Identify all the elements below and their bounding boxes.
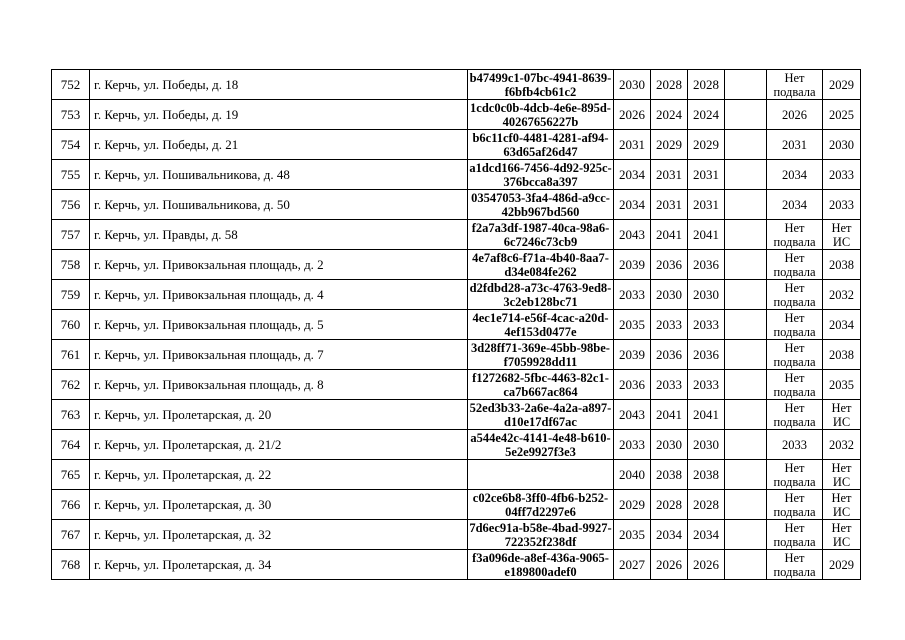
table-row [52, 190, 861, 220]
address-cell: г. Керчь, ул. Победы, д. 21 [90, 130, 468, 160]
year-cell-1: 2031 [614, 130, 651, 160]
guid-cell: d2fdbd28-a73c-4763-9ed8-3c2eb128bc71 [468, 280, 614, 310]
table-row [52, 340, 861, 370]
year-cell-3: 2026 [688, 550, 725, 580]
row-number-cell: 758 [52, 250, 90, 280]
row-number-cell: 761 [52, 340, 90, 370]
year-cell-2: 2033 [651, 370, 688, 400]
year-cell-6: 2033 [823, 190, 861, 220]
guid-cell: b6c11cf0-4481-4281-af94-63d65af26d47 [468, 130, 614, 160]
year-cell-2: 2041 [651, 220, 688, 250]
year-cell-5: 2031 [767, 130, 823, 160]
year-cell-5: Нет подвала [767, 310, 823, 340]
year-cell-5: Нет подвала [767, 490, 823, 520]
year-cell-3: 2041 [688, 400, 725, 430]
year-cell-1: 2039 [614, 340, 651, 370]
year-cell-6: Нет ИС [823, 460, 861, 490]
guid-cell: f2a7a3df-1987-40ca-98a6-6c7246c73cb9 [468, 220, 614, 250]
table-row [52, 460, 861, 490]
row-number-cell: 764 [52, 430, 90, 460]
year-cell-2: 2036 [651, 340, 688, 370]
year-cell-3: 2036 [688, 340, 725, 370]
table-row [52, 490, 861, 520]
year-cell-4 [725, 190, 767, 220]
year-cell-2: 2031 [651, 160, 688, 190]
year-cell-1: 2030 [614, 70, 651, 100]
table-row [52, 430, 861, 460]
year-cell-6: 2030 [823, 130, 861, 160]
year-cell-5: 2034 [767, 160, 823, 190]
year-cell-4 [725, 310, 767, 340]
year-cell-5: 2026 [767, 100, 823, 130]
year-cell-1: 2043 [614, 220, 651, 250]
guid-cell: b47499c1-07bc-4941-8639-f6bfb4cb61c2 [468, 70, 614, 100]
guid-cell: f3a096de-a8ef-436a-9065-e189800adef0 [468, 550, 614, 580]
address-cell: г. Керчь, ул. Пролетарская, д. 34 [90, 550, 468, 580]
year-cell-2: 2029 [651, 130, 688, 160]
guid-cell: 4e7af8c6-f71a-4b40-8aa7-d34e084fe262 [468, 250, 614, 280]
year-cell-3: 2030 [688, 430, 725, 460]
year-cell-5: Нет подвала [767, 460, 823, 490]
guid-cell: 4ec1e714-e56f-4cac-a20d-4ef153d0477e [468, 310, 614, 340]
year-cell-4 [725, 430, 767, 460]
address-cell: г. Керчь, ул. Пошивальникова, д. 48 [90, 160, 468, 190]
year-cell-4 [725, 130, 767, 160]
year-cell-6: 2025 [823, 100, 861, 130]
year-cell-4 [725, 550, 767, 580]
year-cell-6: Нет ИС [823, 400, 861, 430]
year-cell-3: 2028 [688, 70, 725, 100]
year-cell-5: Нет подвала [767, 340, 823, 370]
table-row [52, 250, 861, 280]
year-cell-3: 2036 [688, 250, 725, 280]
row-number-cell: 763 [52, 400, 90, 430]
year-cell-5: Нет подвала [767, 280, 823, 310]
guid-cell [468, 460, 614, 490]
row-number-cell: 756 [52, 190, 90, 220]
table-row [52, 100, 861, 130]
year-cell-3: 2029 [688, 130, 725, 160]
year-cell-1: 2026 [614, 100, 651, 130]
address-cell: г. Керчь, ул. Пролетарская, д. 21/2 [90, 430, 468, 460]
year-cell-6: 2034 [823, 310, 861, 340]
year-cell-1: 2033 [614, 430, 651, 460]
guid-cell: 3d28ff71-369e-45bb-98be-f7059928dd11 [468, 340, 614, 370]
year-cell-1: 2034 [614, 190, 651, 220]
year-cell-6: 2038 [823, 250, 861, 280]
table-row [52, 220, 861, 250]
year-cell-4 [725, 220, 767, 250]
year-cell-6: 2033 [823, 160, 861, 190]
year-cell-4 [725, 70, 767, 100]
row-number-cell: 762 [52, 370, 90, 400]
year-cell-3: 2033 [688, 310, 725, 340]
row-number-cell: 757 [52, 220, 90, 250]
row-number-cell: 766 [52, 490, 90, 520]
address-cell: г. Керчь, ул. Привокзальная площадь, д. 2 [90, 250, 468, 280]
guid-cell: 1cdc0c0b-4dcb-4e6e-895d-40267656227b [468, 100, 614, 130]
year-cell-3: 2038 [688, 460, 725, 490]
address-cell: г. Керчь, ул. Победы, д. 19 [90, 100, 468, 130]
table-row [52, 130, 861, 160]
year-cell-1: 2039 [614, 250, 651, 280]
year-cell-1: 2040 [614, 460, 651, 490]
table-row [52, 550, 861, 580]
address-cell: г. Керчь, ул. Пролетарская, д. 20 [90, 400, 468, 430]
year-cell-4 [725, 400, 767, 430]
year-cell-1: 2036 [614, 370, 651, 400]
year-cell-2: 2028 [651, 490, 688, 520]
address-cell: г. Керчь, ул. Правды, д. 58 [90, 220, 468, 250]
year-cell-4 [725, 280, 767, 310]
row-number-cell: 759 [52, 280, 90, 310]
year-cell-5: Нет подвала [767, 370, 823, 400]
year-cell-2: 2026 [651, 550, 688, 580]
year-cell-1: 2035 [614, 520, 651, 550]
row-number-cell: 768 [52, 550, 90, 580]
year-cell-3: 2024 [688, 100, 725, 130]
year-cell-4 [725, 370, 767, 400]
guid-cell: c02ce6b8-3ff0-4fb6-b252-04ff7d2297e6 [468, 490, 614, 520]
guid-cell: 03547053-3fa4-486d-a9cc-42bb967bd560 [468, 190, 614, 220]
row-number-cell: 752 [52, 70, 90, 100]
guid-cell: a1dcd166-7456-4d92-925c-376bcca8a397 [469, 160, 612, 189]
year-cell-3: 2041 [688, 220, 725, 250]
table-row [52, 70, 861, 100]
row-number-cell: 753 [52, 100, 90, 130]
address-cell: г. Керчь, ул. Пролетарская, д. 32 [90, 520, 468, 550]
row-number-cell: 767 [52, 520, 90, 550]
row-number-cell: 755 [52, 160, 90, 190]
year-cell-1: 2029 [614, 490, 651, 520]
year-cell-6: 2032 [823, 430, 861, 460]
address-cell: г. Керчь, ул. Привокзальная площадь, д. 5 [90, 310, 468, 340]
address-cell: г. Керчь, ул. Пролетарская, д. 30 [90, 490, 468, 520]
year-cell-6: Нет ИС [823, 520, 861, 550]
guid-cell: 52ed3b33-2a6e-4a2a-a897-d10e17df67ac [468, 400, 614, 430]
year-cell-3: 2028 [688, 490, 725, 520]
address-cell: г. Керчь, ул. Пошивальникова, д. 50 [90, 190, 468, 220]
year-cell-4 [725, 340, 767, 370]
year-cell-4 [725, 250, 767, 280]
year-cell-6: 2035 [823, 370, 861, 400]
year-cell-4 [725, 490, 767, 520]
year-cell-2: 2041 [651, 400, 688, 430]
guid-cell: f1272682-5fbc-4463-82c1-ca7b667ac864 [468, 370, 614, 400]
year-cell-4 [725, 520, 767, 550]
year-cell-6: 2029 [823, 70, 861, 100]
table-body [52, 70, 861, 580]
year-cell-2: 2031 [651, 190, 688, 220]
table-row [52, 370, 861, 400]
address-cell: г. Керчь, ул. Привокзальная площадь, д. 8 [90, 370, 468, 400]
year-cell-6: 2038 [823, 340, 861, 370]
address-cell: г. Керчь, ул. Привокзальная площадь, д. 4 [90, 280, 468, 310]
year-cell-1: 2027 [614, 550, 651, 580]
address-cell: г. Керчь, ул. Привокзальная площадь, д. 7 [90, 340, 468, 370]
year-cell-2: 2033 [651, 310, 688, 340]
table-row [52, 280, 861, 310]
year-cell-4 [725, 460, 767, 490]
year-cell-3: 2031 [688, 160, 725, 190]
year-cell-1: 2035 [614, 310, 651, 340]
year-cell-2: 2028 [651, 70, 688, 100]
year-cell-2: 2034 [651, 520, 688, 550]
year-cell-2: 2030 [651, 430, 688, 460]
row-number-cell: 765 [52, 460, 90, 490]
year-cell-1: 2033 [614, 280, 651, 310]
guid-cell: 7d6ec91a-b58e-4bad-9927-722352f238df [469, 520, 612, 549]
row-number-cell: 754 [52, 130, 90, 160]
year-cell-4 [725, 160, 767, 190]
year-cell-3: 2033 [688, 370, 725, 400]
table-row [52, 310, 861, 340]
year-cell-6: 2029 [823, 550, 861, 580]
guid-cell: a544e42c-4141-4e48-b610-5e2e9927f3e3 [468, 430, 614, 460]
year-cell-2: 2024 [651, 100, 688, 130]
year-cell-2: 2030 [651, 280, 688, 310]
year-cell-3: 2030 [688, 280, 725, 310]
table-row [52, 160, 861, 190]
year-cell-6: 2032 [823, 280, 861, 310]
year-cell-3: 2031 [688, 190, 725, 220]
address-cell: г. Керчь, ул. Пролетарская, д. 22 [90, 460, 468, 490]
year-cell-2: 2038 [651, 460, 688, 490]
table-row [52, 520, 861, 550]
year-cell-5: Нет подвала [767, 220, 823, 250]
year-cell-5: Нет подвала [767, 400, 823, 430]
year-cell-5: 2034 [767, 190, 823, 220]
year-cell-5: Нет подвала [767, 520, 823, 550]
row-number-cell: 760 [52, 310, 90, 340]
year-cell-5: Нет подвала [767, 250, 823, 280]
housing-registry-table [51, 69, 861, 580]
year-cell-5: 2033 [767, 430, 823, 460]
year-cell-1: 2043 [614, 400, 651, 430]
year-cell-3: 2034 [688, 520, 725, 550]
year-cell-5: Нет подвала [767, 70, 823, 100]
table-row [52, 400, 861, 430]
year-cell-6: Нет ИС [823, 220, 861, 250]
address-cell: г. Керчь, ул. Победы, д. 18 [90, 70, 468, 100]
year-cell-2: 2036 [651, 250, 688, 280]
year-cell-4 [725, 100, 767, 130]
year-cell-5: Нет подвала [767, 550, 823, 580]
year-cell-1: 2034 [614, 160, 651, 190]
year-cell-6: Нет ИС [823, 490, 861, 520]
